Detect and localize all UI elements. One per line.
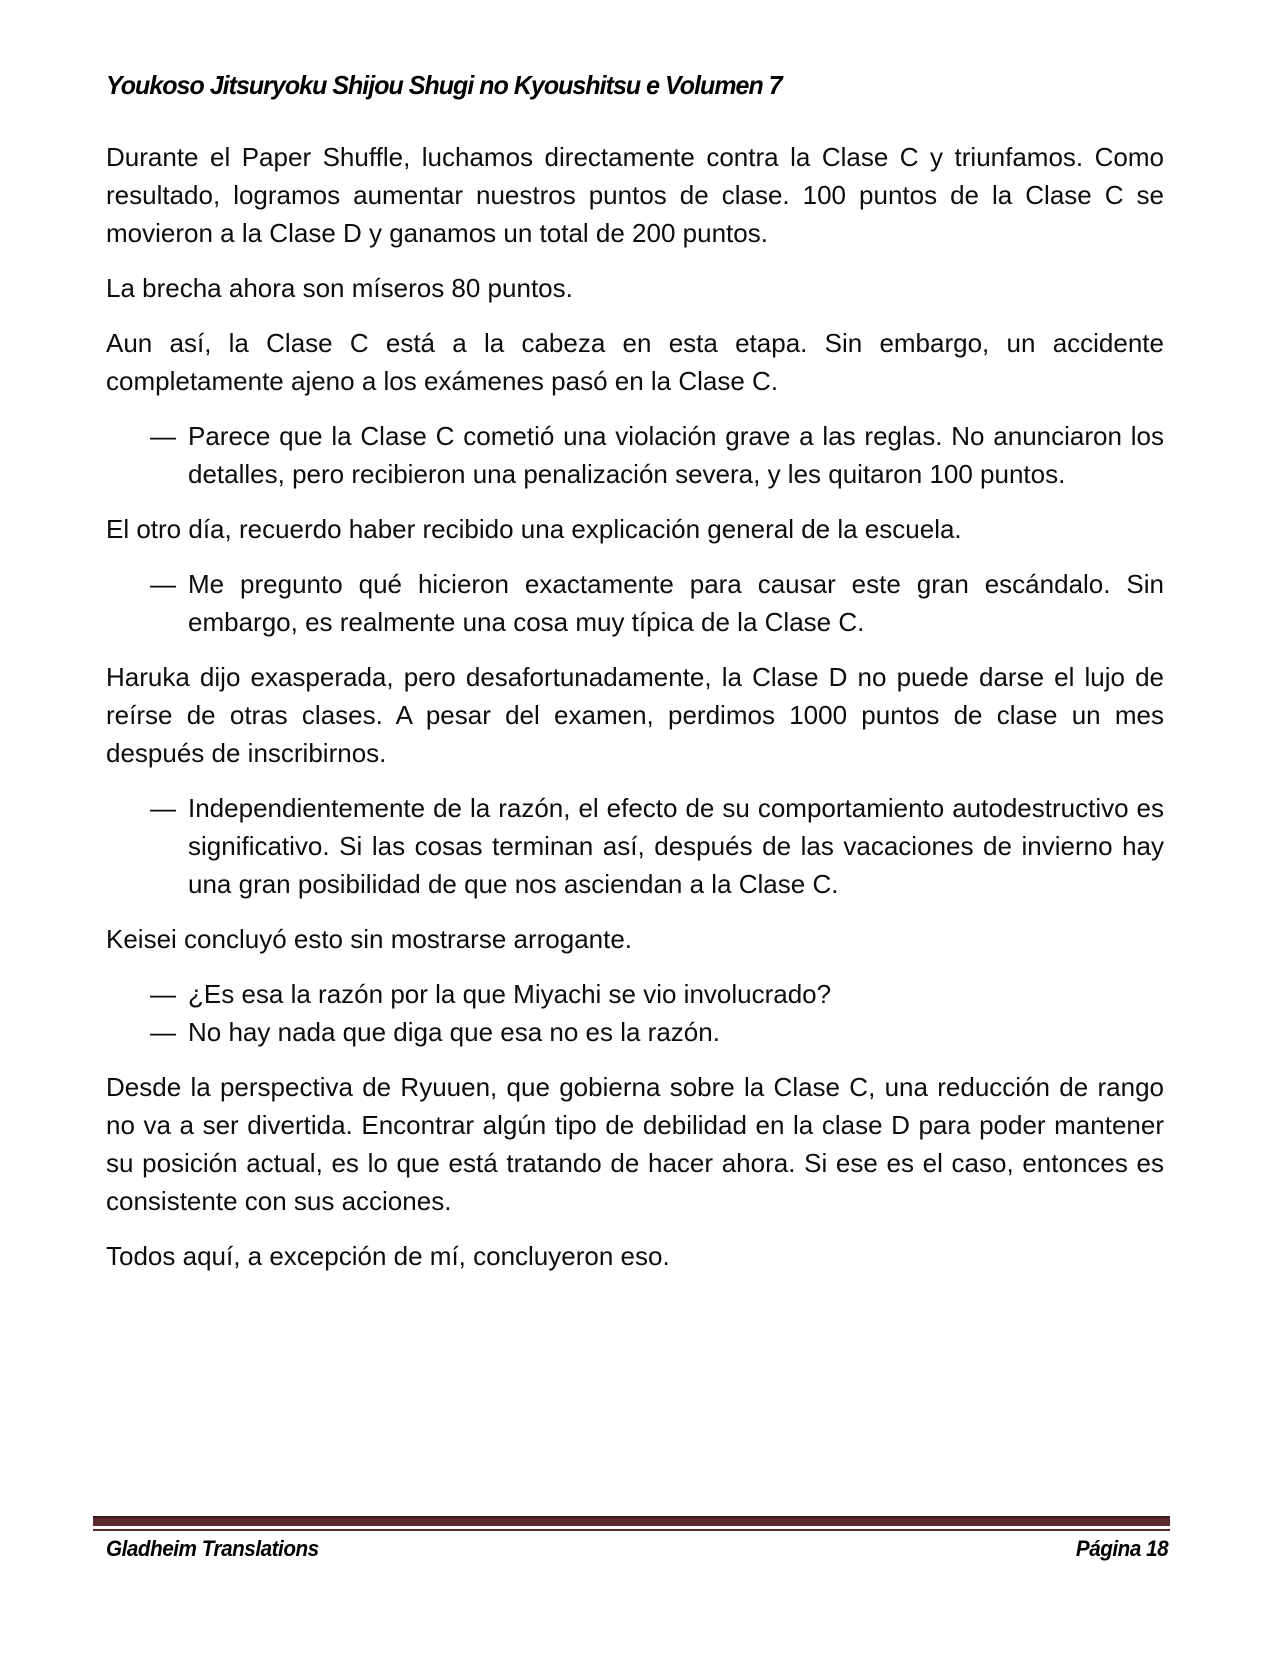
em-dash-marker: — <box>150 793 176 823</box>
paragraph-text: Haruka dijo exasperada, pero desafortunadamente, la Clase D no puede darse el lujo de reírse de otras clases. A pesar del examen, perdimos 1000 puntos de clase un mes después de inscribirnos. <box>106 662 1164 768</box>
paragraph <box>106 138 1164 252</box>
dash-paragraph <box>106 417 1164 493</box>
paragraph <box>106 269 1164 307</box>
paragraph <box>106 1068 1164 1220</box>
paragraph-text: Me pregunto qué hicieron exactamente para causar este gran escándalo. Sin embargo, es realmente una cosa muy típica de la Clase C. <box>188 569 1164 637</box>
document-body <box>106 138 1164 1292</box>
footer-divider-band <box>93 1518 1170 1526</box>
paragraph-text: Independientemente de la razón, el efecto de su comportamiento autodestructivo es significativo. Si las cosas terminan así, después de las vacaciones de invierno hay una gran posibilidad de que nos asciendan a la Clase C. <box>188 793 1164 899</box>
paragraph-text: No hay nada que diga que esa no es la razón. <box>188 1017 720 1047</box>
dash-paragraph <box>106 789 1164 903</box>
paragraph-text: Todos aquí, a excepción de mí, concluyeron eso. <box>106 1241 670 1271</box>
page-header-title: Youkoso Jitsuryoku Shijou Shugi no Kyoushitsu e Volumen 7 <box>106 70 782 100</box>
em-dash-marker: — <box>150 569 176 599</box>
footer-page-number: Página 18 <box>1075 1536 1168 1561</box>
em-dash-marker: — <box>150 979 176 1009</box>
paragraph-text: Keisei concluyó esto sin mostrarse arrogante. <box>106 924 633 954</box>
paragraph <box>106 920 1164 958</box>
footer-divider <box>93 1516 1170 1531</box>
dash-paragraph <box>106 565 1164 641</box>
paragraph <box>106 658 1164 772</box>
paragraph-text: El otro día, recuerdo haber recibido una explicación general de la escuela. <box>106 514 962 544</box>
paragraph <box>106 1237 1164 1275</box>
footer-divider-thin-line <box>93 1529 1170 1531</box>
paragraph-text: Durante el Paper Shuffle, luchamos directamente contra la Clase C y triunfamos. Como resultado, logramos aumentar nuestros puntos de clase. 100 puntos de la Clase C se movieron a la Clase D y ganamos un total de 200 puntos. <box>106 142 1164 248</box>
footer-translator-credit: Gladheim Translations <box>106 1536 319 1561</box>
paragraph-text: La brecha ahora son míseros 80 puntos. <box>106 273 573 303</box>
dash-paragraph <box>106 1013 1164 1051</box>
paragraph-text: Desde la perspectiva de Ryuuen, que gobierna sobre la Clase C, una reducción de rango no va a ser divertida. Encontrar algún tipo de debilidad en la clase D para poder mantener su posición actual, es lo que está tratando de hacer ahora. Si ese es el caso, entonces es consistente con sus acciones. <box>106 1072 1164 1216</box>
em-dash-marker: — <box>150 1017 176 1047</box>
page-footer <box>106 1536 1168 1562</box>
paragraph <box>106 324 1164 400</box>
em-dash-marker: — <box>150 421 176 451</box>
dash-paragraph <box>106 975 1164 1013</box>
paragraph-text: ¿Es esa la razón por la que Miyachi se vio involucrado? <box>188 979 832 1009</box>
paragraph <box>106 510 1164 548</box>
paragraph-text: Aun así, la Clase C está a la cabeza en esta etapa. Sin embargo, un accidente completamente ajeno a los exámenes pasó en la Clase C. <box>106 328 1164 396</box>
paragraph-text: Parece que la Clase C cometió una violación grave a las reglas. No anunciaron los detalles, pero recibieron una penalización severa, y les quitaron 100 puntos. <box>188 421 1164 489</box>
